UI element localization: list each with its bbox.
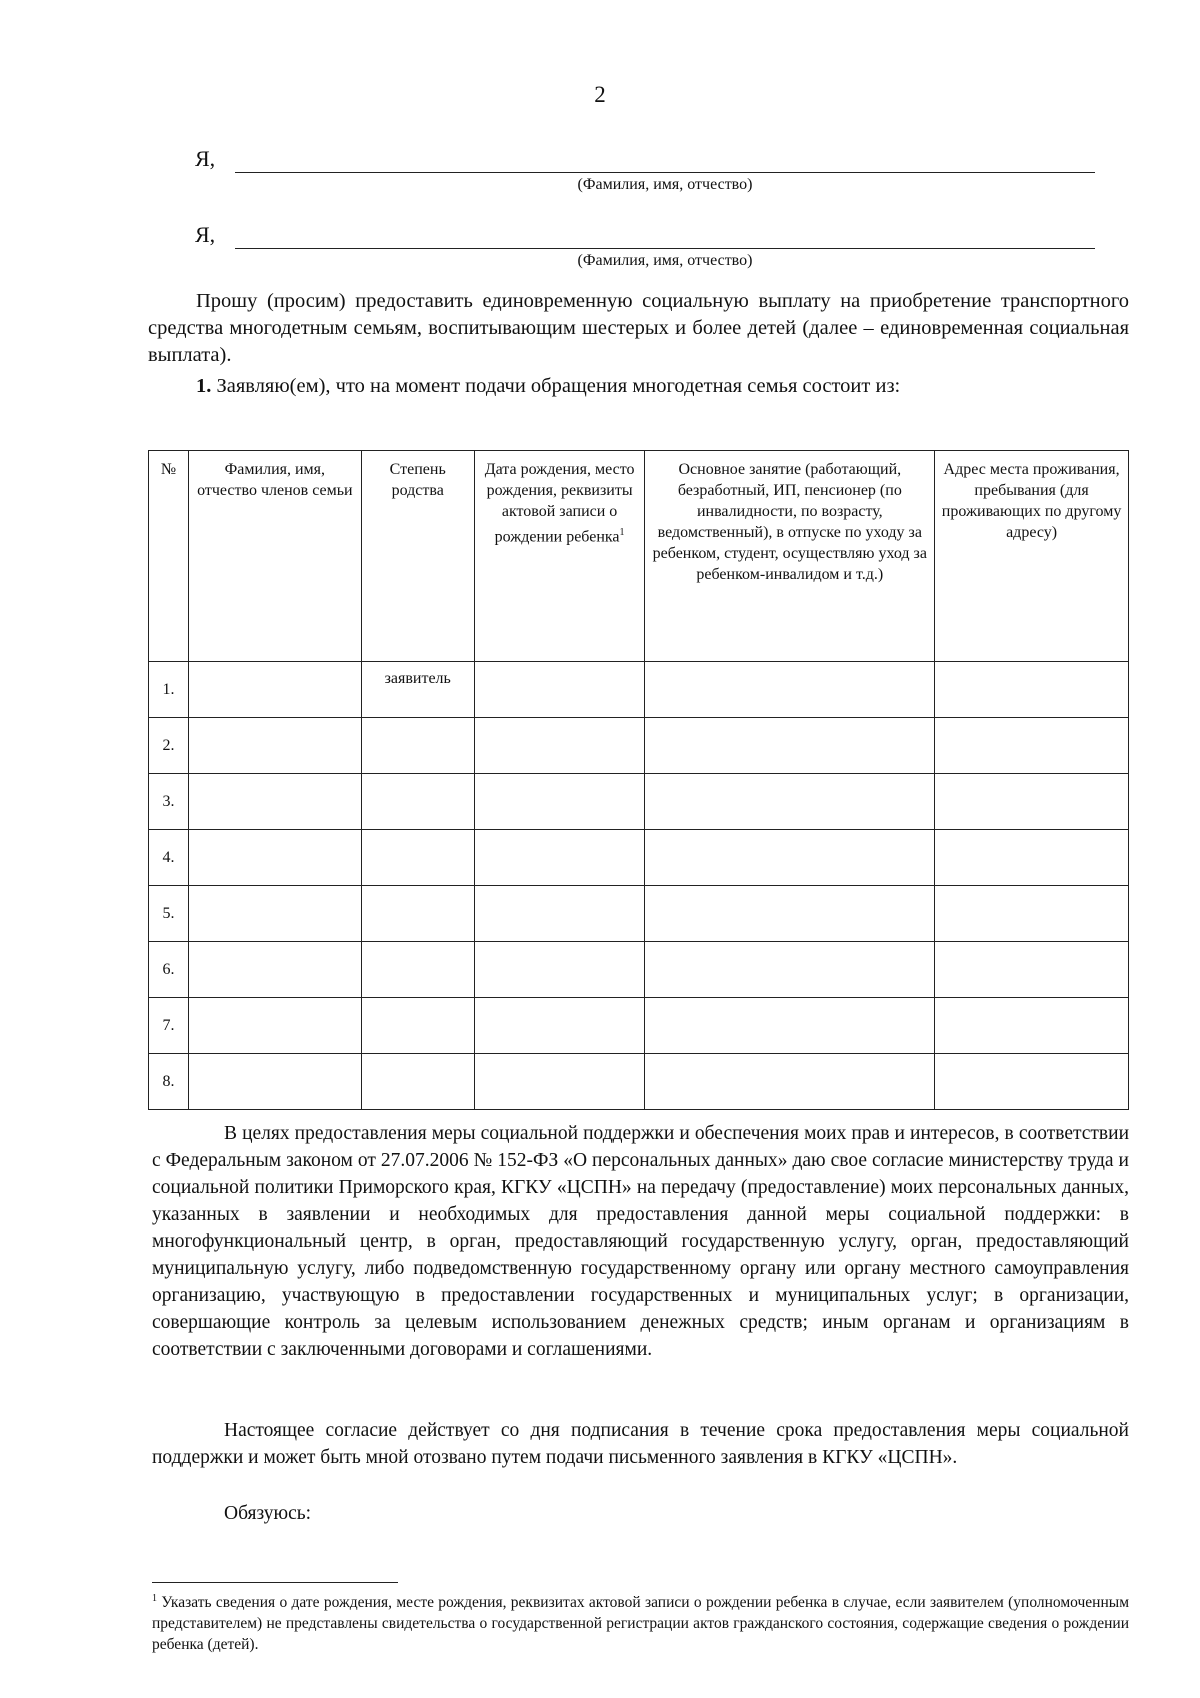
declaration-paragraph: [148, 373, 1129, 400]
cell-relation[interactable]: [361, 998, 474, 1054]
row-number: 6.: [149, 942, 189, 998]
consent-text: В целях предоставления меры социальной поддержки и обеспечения моих прав и интересов, в соответствии с Федеральным законом от 27.07.2006 № 152-ФЗ «О персональных данных» даю свое согласие министерству труда и социальной политики Приморского края, КГКУ «ЦСПН» на передачу (предоставление) моих персональных данных, указанных в заявлении и необходимых для предоставления данной меры социальной поддержки: в многофункциональный центр, в орган, предоставляющий государственную услугу, орган, предоставляющий муниципальную услугу, либо подведомственную государственному органу или органу местного самоуправления организацию, участвующую в предоставлении государственных и муниципальных услуг; в организации, совершающие контроль за целевым использованием денежных средств; иным органам и организациям в соответствии с заключенными договорами и соглашениями.: [152, 1123, 1129, 1360]
declaration-text: Заявляю(ем), что на момент подачи обращения многодетная семья состоит из:: [211, 375, 901, 397]
applicant-name-caption: (Фамилия, имя, отчество): [577, 252, 753, 269]
row-number: 2.: [149, 718, 189, 774]
row-number: 7.: [149, 998, 189, 1054]
cell-birth-info[interactable]: [474, 718, 645, 774]
cell-occupation[interactable]: [645, 830, 935, 886]
cell-address[interactable]: [935, 830, 1129, 886]
request-paragraph: [148, 288, 1129, 369]
cell-occupation[interactable]: [645, 942, 935, 998]
footnote-mark: 1: [619, 527, 625, 538]
cell-birth-info[interactable]: [474, 774, 645, 830]
family-members-table: [148, 450, 1129, 1110]
obligation-text: Обязуюсь:: [224, 1503, 312, 1524]
cell-occupation[interactable]: [645, 886, 935, 942]
cell-birth-info[interactable]: [474, 662, 645, 718]
table-row: [149, 830, 1129, 886]
cell-address[interactable]: [935, 942, 1129, 998]
table-header-row: [149, 451, 1129, 662]
cell-occupation[interactable]: [645, 718, 935, 774]
cell-full-name[interactable]: [188, 886, 361, 942]
cell-relation[interactable]: заявитель: [361, 662, 474, 718]
footnote: [152, 1588, 1129, 1655]
table-row: [149, 1054, 1129, 1110]
cell-address[interactable]: [935, 718, 1129, 774]
row-number: 1.: [149, 662, 189, 718]
cell-occupation[interactable]: [645, 1054, 935, 1110]
header-full-name: Фамилия, имя, отчество членов семьи: [188, 451, 361, 662]
table-row: [149, 998, 1129, 1054]
footnote-mark: 1: [152, 1593, 157, 1604]
applicant-prefix: Я,: [195, 146, 216, 171]
row-number: 8.: [149, 1054, 189, 1110]
cell-full-name[interactable]: [188, 942, 361, 998]
cell-address[interactable]: [935, 662, 1129, 718]
applicant-name-line-2: [195, 222, 1095, 269]
obligation-line: [152, 1500, 1129, 1527]
cell-full-name[interactable]: [188, 998, 361, 1054]
footnote-text: Указать сведения о дате рождения, месте рождения, реквизитах актовой записи о рождении ребенка в случае, если заявителем (уполномоченным представителем) не представлены свидетельства о государственной регистрации актов гражданского состояния, содержащие сведения о рождении ребенка (детей).: [152, 1594, 1129, 1654]
applicant-name-caption: (Фамилия, имя, отчество): [577, 176, 753, 193]
table-row: [149, 662, 1129, 718]
applicant-name-field[interactable]: [235, 248, 1095, 249]
cell-relation[interactable]: [361, 830, 474, 886]
cell-full-name[interactable]: [188, 662, 361, 718]
header-occupation: Основное занятие (работающий, безработный, ИП, пенсионер (по инвалидности, по возрасту, ведомственный), в отпуске по уходу за ребенком, студент, осуществляю уход за ребенком-инвалидом и т.д.): [645, 451, 935, 662]
cell-occupation[interactable]: [645, 998, 935, 1054]
cell-occupation[interactable]: [645, 774, 935, 830]
validity-text: Настоящее согласие действует со дня подписания в течение срока предоставления меры социальной поддержки и может быть мной отозвано путем подачи письменного заявления в КГКУ «ЦСПН».: [152, 1420, 1129, 1468]
cell-full-name[interactable]: [188, 830, 361, 886]
cell-relation[interactable]: [361, 886, 474, 942]
cell-birth-info[interactable]: [474, 998, 645, 1054]
cell-relation[interactable]: [361, 718, 474, 774]
page-number: 2: [594, 82, 606, 107]
header-relation: Степень родства: [361, 451, 474, 662]
cell-address[interactable]: [935, 1054, 1129, 1110]
table-row: [149, 886, 1129, 942]
applicant-prefix: Я,: [195, 222, 216, 247]
header-number: №: [149, 451, 189, 662]
cell-birth-info[interactable]: [474, 830, 645, 886]
cell-relation[interactable]: [361, 942, 474, 998]
declaration-number: 1.: [196, 375, 212, 397]
cell-birth-info[interactable]: [474, 942, 645, 998]
table-row: [149, 718, 1129, 774]
header-birth-info: Дата рождения, место рождения, реквизиты актовой записи о рождении ребенка$^1$: [474, 451, 645, 662]
table-row: [149, 774, 1129, 830]
validity-paragraph: [152, 1417, 1129, 1471]
request-text: Прошу (просим) предоставить единовременную социальную выплату на приобретение транспортного средства многодетным семьям, воспитывающим шестерых и более детей (далее – единовременная социальная выплата).: [148, 290, 1129, 366]
cell-relation[interactable]: [361, 774, 474, 830]
cell-address[interactable]: [935, 774, 1129, 830]
header-address: Адрес места проживания, пребывания (для проживающих по другому адресу): [935, 451, 1129, 662]
cell-birth-info[interactable]: [474, 886, 645, 942]
row-number: 3.: [149, 774, 189, 830]
cell-full-name[interactable]: [188, 718, 361, 774]
table-row: [149, 942, 1129, 998]
cell-full-name[interactable]: [188, 774, 361, 830]
footnote-divider: [152, 1582, 398, 1583]
cell-birth-info[interactable]: [474, 1054, 645, 1110]
cell-occupation[interactable]: [645, 662, 935, 718]
row-number: 4.: [149, 830, 189, 886]
cell-relation[interactable]: [361, 1054, 474, 1110]
applicant-name-field[interactable]: [235, 172, 1095, 173]
cell-address[interactable]: [935, 886, 1129, 942]
cell-address[interactable]: [935, 998, 1129, 1054]
consent-paragraph: [152, 1120, 1129, 1363]
cell-full-name[interactable]: [188, 1054, 361, 1110]
applicant-name-line-1: [195, 146, 1095, 193]
row-number: 5.: [149, 886, 189, 942]
